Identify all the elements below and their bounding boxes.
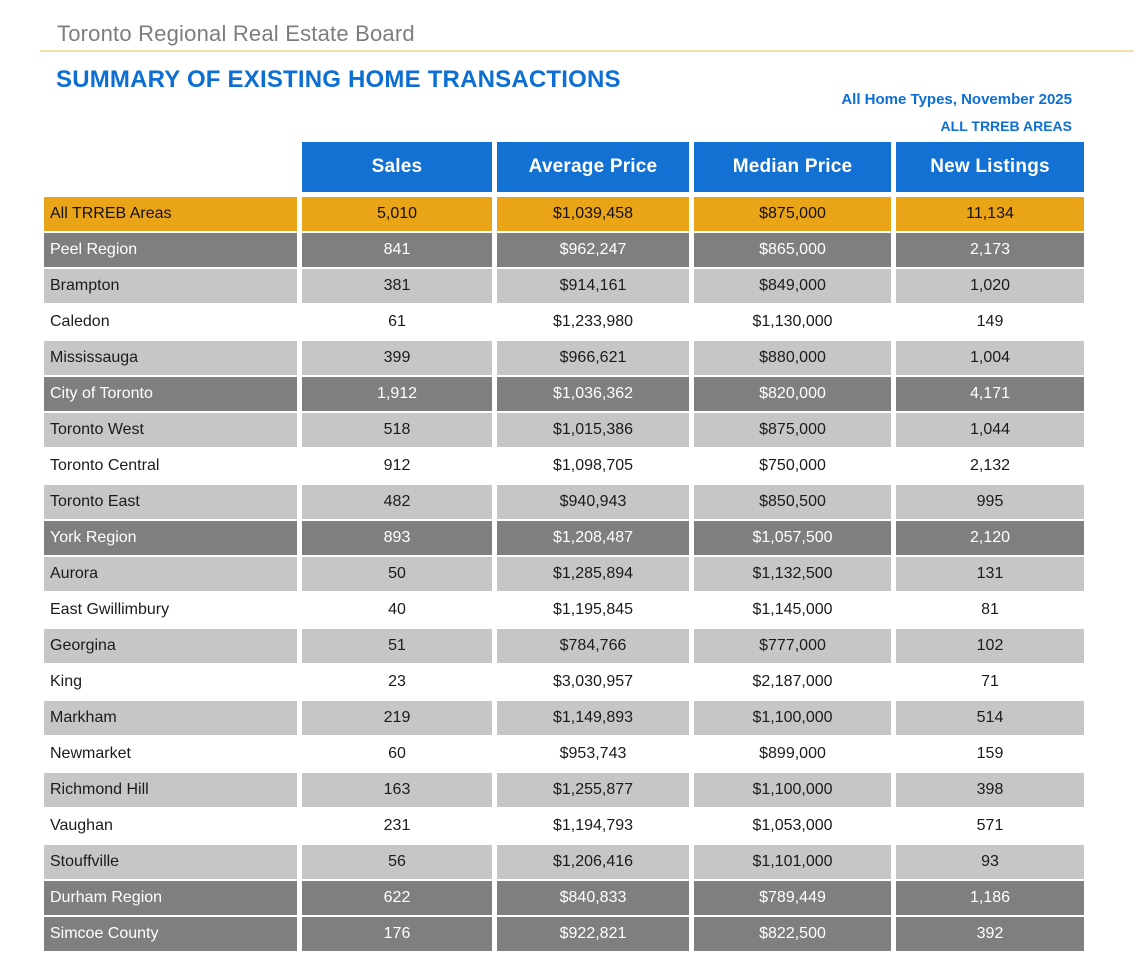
- new-listings-column-header: New Listings: [896, 142, 1084, 192]
- region-cell: Simcoe County: [44, 917, 297, 951]
- median-price-cell: $875,000: [694, 413, 891, 447]
- new-listings-cell: 1,004: [896, 341, 1084, 375]
- sales-cell: 60: [302, 737, 492, 771]
- median-price-cell: $1,100,000: [694, 701, 891, 735]
- average-price-cell: $1,255,877: [497, 773, 689, 807]
- report-scope-type: All Home Types, November 2025: [841, 91, 1072, 108]
- region-cell: Vaughan: [44, 809, 297, 843]
- median-price-cell: $875,000: [694, 197, 891, 231]
- brand-text: Toronto Regional Real Estate Board: [57, 21, 415, 46]
- average-price-cell: $3,030,957: [497, 665, 689, 699]
- average-price-cell: $1,195,845: [497, 593, 689, 627]
- report-scope: [841, 91, 1072, 134]
- median-price-cell: $899,000: [694, 737, 891, 771]
- region-cell: Markham: [44, 701, 297, 735]
- median-price-column-header: Median Price: [694, 142, 891, 192]
- report-scope-area: ALL TRREB AREAS: [940, 118, 1072, 134]
- median-price-cell: $1,145,000: [694, 593, 891, 627]
- region-cell: Aurora: [44, 557, 297, 591]
- median-price-cell: $2,187,000: [694, 665, 891, 699]
- average-price-cell: $914,161: [497, 269, 689, 303]
- table-row: [44, 449, 1084, 483]
- region-cell: King: [44, 665, 297, 699]
- median-price-cell: $750,000: [694, 449, 891, 483]
- region-column-header: [44, 142, 297, 192]
- sales-column-header: Sales: [302, 142, 492, 192]
- table-row: [44, 305, 1084, 339]
- table-row: [44, 341, 1084, 375]
- new-listings-cell: 2,132: [896, 449, 1084, 483]
- average-price-cell: $940,943: [497, 485, 689, 519]
- average-price-cell: $966,621: [497, 341, 689, 375]
- sales-cell: 841: [302, 233, 492, 267]
- table-row: [44, 665, 1084, 699]
- average-price-cell: $840,833: [497, 881, 689, 915]
- new-listings-cell: 81: [896, 593, 1084, 627]
- new-listings-cell: 102: [896, 629, 1084, 663]
- median-price-cell: $850,500: [694, 485, 891, 519]
- table-row: [44, 557, 1084, 591]
- median-price-cell: $1,132,500: [694, 557, 891, 591]
- average-price-cell: $1,233,980: [497, 305, 689, 339]
- region-cell: Toronto Central: [44, 449, 297, 483]
- table-row: [44, 377, 1084, 411]
- table-row: [44, 413, 1084, 447]
- average-price-column-header: Average Price: [497, 142, 689, 192]
- median-price-cell: $1,053,000: [694, 809, 891, 843]
- sales-cell: 5,010: [302, 197, 492, 231]
- sales-cell: 219: [302, 701, 492, 735]
- average-price-cell: $1,149,893: [497, 701, 689, 735]
- sales-cell: 912: [302, 449, 492, 483]
- median-price-cell: $1,101,000: [694, 845, 891, 879]
- table-row: [44, 269, 1084, 303]
- sales-cell: 163: [302, 773, 492, 807]
- new-listings-cell: 514: [896, 701, 1084, 735]
- new-listings-cell: 1,186: [896, 881, 1084, 915]
- new-listings-cell: 2,120: [896, 521, 1084, 555]
- median-price-cell: $849,000: [694, 269, 891, 303]
- region-cell: Peel Region: [44, 233, 297, 267]
- sales-cell: 381: [302, 269, 492, 303]
- sales-cell: 176: [302, 917, 492, 951]
- region-cell: All TRREB Areas: [44, 197, 297, 231]
- new-listings-cell: 71: [896, 665, 1084, 699]
- average-price-cell: $1,098,705: [497, 449, 689, 483]
- new-listings-cell: 93: [896, 845, 1084, 879]
- sales-cell: 40: [302, 593, 492, 627]
- median-price-cell: $789,449: [694, 881, 891, 915]
- table-row: [44, 701, 1084, 735]
- median-price-cell: $1,100,000: [694, 773, 891, 807]
- median-price-cell: $880,000: [694, 341, 891, 375]
- region-cell: Brampton: [44, 269, 297, 303]
- table-row: [44, 233, 1084, 267]
- sales-cell: 893: [302, 521, 492, 555]
- average-price-cell: $1,194,793: [497, 809, 689, 843]
- table-row: [44, 629, 1084, 663]
- table-row: [44, 737, 1084, 771]
- average-price-cell: $1,039,458: [497, 197, 689, 231]
- sales-cell: 482: [302, 485, 492, 519]
- region-cell: Toronto West: [44, 413, 297, 447]
- table-row: [44, 773, 1084, 807]
- new-listings-cell: 131: [896, 557, 1084, 591]
- sales-cell: 61: [302, 305, 492, 339]
- table-row: [44, 917, 1084, 951]
- sales-cell: 23: [302, 665, 492, 699]
- region-cell: East Gwillimbury: [44, 593, 297, 627]
- average-price-cell: $1,206,416: [497, 845, 689, 879]
- region-cell: York Region: [44, 521, 297, 555]
- new-listings-cell: 995: [896, 485, 1084, 519]
- table-row: [44, 485, 1084, 519]
- table-row: [44, 521, 1084, 555]
- median-price-cell: $1,130,000: [694, 305, 891, 339]
- average-price-cell: $922,821: [497, 917, 689, 951]
- median-price-cell: $822,500: [694, 917, 891, 951]
- new-listings-cell: 149: [896, 305, 1084, 339]
- transactions-table: [44, 142, 1084, 953]
- sales-cell: 622: [302, 881, 492, 915]
- sales-cell: 231: [302, 809, 492, 843]
- region-cell: Georgina: [44, 629, 297, 663]
- new-listings-cell: 392: [896, 917, 1084, 951]
- average-price-cell: $953,743: [497, 737, 689, 771]
- average-price-cell: $1,208,487: [497, 521, 689, 555]
- median-price-cell: $820,000: [694, 377, 891, 411]
- region-cell: Richmond Hill: [44, 773, 297, 807]
- new-listings-cell: 398: [896, 773, 1084, 807]
- region-cell: Mississauga: [44, 341, 297, 375]
- table-row: [44, 197, 1084, 231]
- new-listings-cell: 1,020: [896, 269, 1084, 303]
- new-listings-cell: 11,134: [896, 197, 1084, 231]
- table-header-row: [44, 142, 1084, 192]
- region-cell: Newmarket: [44, 737, 297, 771]
- median-price-cell: $865,000: [694, 233, 891, 267]
- average-price-cell: $1,015,386: [497, 413, 689, 447]
- sales-cell: 518: [302, 413, 492, 447]
- region-cell: Durham Region: [44, 881, 297, 915]
- average-price-cell: $1,036,362: [497, 377, 689, 411]
- new-listings-cell: 1,044: [896, 413, 1084, 447]
- table-row: [44, 845, 1084, 879]
- new-listings-cell: 159: [896, 737, 1084, 771]
- median-price-cell: $1,057,500: [694, 521, 891, 555]
- table-row: [44, 881, 1084, 915]
- region-cell: Stouffville: [44, 845, 297, 879]
- new-listings-cell: 4,171: [896, 377, 1084, 411]
- page-title: SUMMARY OF EXISTING HOME TRANSACTIONS: [56, 66, 621, 93]
- region-cell: Toronto East: [44, 485, 297, 519]
- new-listings-cell: 571: [896, 809, 1084, 843]
- sales-cell: 51: [302, 629, 492, 663]
- median-price-cell: $777,000: [694, 629, 891, 663]
- region-cell: City of Toronto: [44, 377, 297, 411]
- region-cell: Caledon: [44, 305, 297, 339]
- average-price-cell: $784,766: [497, 629, 689, 663]
- new-listings-cell: 2,173: [896, 233, 1084, 267]
- sales-cell: 56: [302, 845, 492, 879]
- table-row: [44, 809, 1084, 843]
- sales-cell: 399: [302, 341, 492, 375]
- sales-cell: 1,912: [302, 377, 492, 411]
- average-price-cell: $1,285,894: [497, 557, 689, 591]
- table-row: [44, 593, 1084, 627]
- sales-cell: 50: [302, 557, 492, 591]
- header-divider: [40, 50, 1134, 52]
- table-body: [44, 197, 1084, 951]
- average-price-cell: $962,247: [497, 233, 689, 267]
